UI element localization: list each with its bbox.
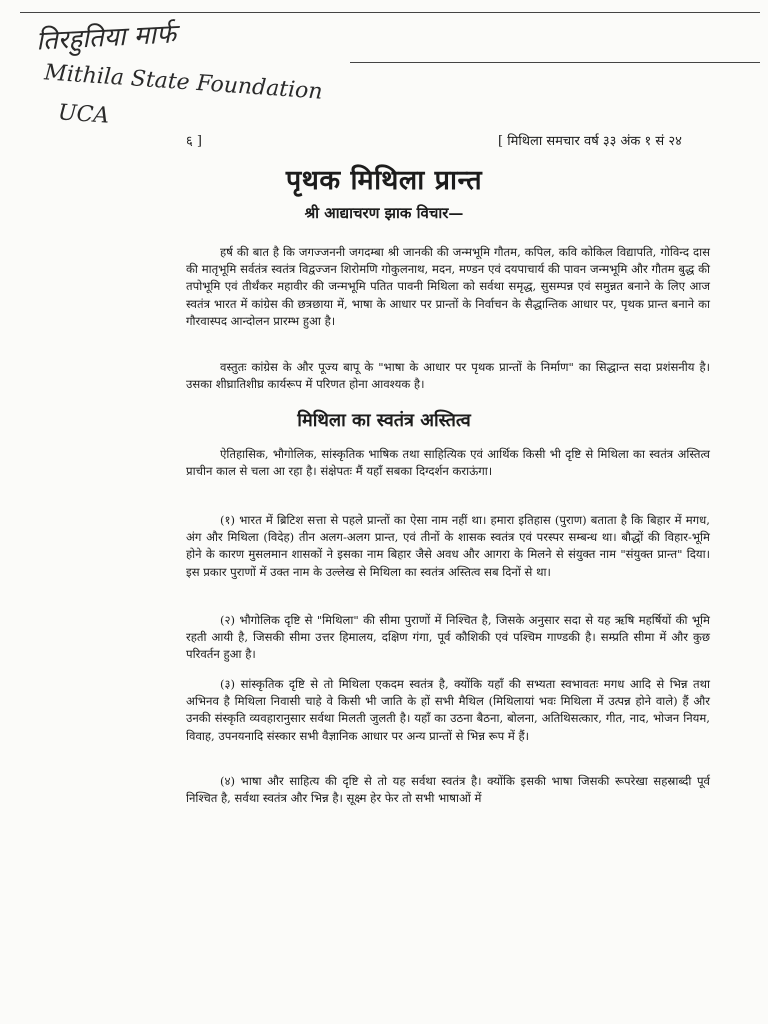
second-rule (350, 62, 760, 63)
handwritten-note-hindi: तिरहुतिया मार्फ (35, 19, 177, 57)
paragraph: हर्ष की बात है कि जगज्जननी जगदम्बा श्री जानकी की जन्मभूमि गौतम, कपिल, कवि कोकिल विद्यापति, गोविन्द दास की मातृभूमि सर्वतंत्र स्वतंत्र विद्वज्जन शिरोमणि गोकुलनाथ, मदन, मण्डन एवं दयपाचार्य की पावन जन्मभूमि और गौतम बुद्ध की तपोभूमि एवं तीर्थंकर महावीर की जन्मभूमि पतित पावनी मिथिला को सर्वथा समृद्ध, सुसम्पन्न एवं समुन्नत बनाने के लिए आज स्वतंत्र भारत में कांग्रेस की छत्रछाया में, भाषा के आधार पर प्रान्तों के निर्वाचन के सैद्धान्तिक आधार पर, पृथक प्रान्त बनाने का गौरवास्पद आन्दोलन प्रारम्भ हुआ है। (186, 245, 710, 328)
article-title: पृथक मिथिला प्रान्त (285, 165, 483, 196)
journal-header: [ मिथिला समचार वर्ष ३३ अंक १ सं २४ (498, 134, 682, 149)
handwritten-note-english: Mithila State Foundation (43, 60, 324, 105)
paragraph: ऐतिहासिक, भौगोलिक, सांस्कृतिक भाषिक तथा साहित्यिक एवं आर्थिक किसी भी दृष्टि से मिथिला का स्वतंत्र अस्तित्व प्राचीन काल से चला आ रहा है। संक्षेपतः मैं यहाँ सबका दिग्दर्शन कराऊंगा। (186, 447, 710, 479)
article-author: श्री आद्याचरण झाक विचार— (304, 204, 464, 222)
paragraph: (२) भौगोलिक दृष्टि से "मिथिला" की सीमा पुराणों में निश्चित है, जिसके अनुसार सदा से यह ऋषि महर्षियों की भूमि रहती आयी है, जिसकी सीमा उत्तर हिमालय, दक्षिण गंगा, पूर्व कौशिकी एवं पश्चिम गाण्डकी है। सम्प्रति सीमा में और कुछ परिवर्तन हुआ है। (186, 613, 710, 662)
paragraph: वस्तुतः कांग्रेस के और पूज्य बापू के "भाषा के आधार पर पृथक प्रान्तों के निर्माण" का सिद्धान्त सदा प्रशंसनीय है। उसका शीघ्रातिशीघ्र कार्यरूप में परिणत होना आवश्यक है। (186, 360, 710, 392)
page-number: ६ ] (186, 134, 202, 149)
paragraph: (३) सांस्कृतिक दृष्टि से तो मिथिला एकदम स्वतंत्र है, क्योंकि यहाँ की सभ्यता स्वभावतः मगध आदि से भिन्न तथा अभिनव है मिथिला निवासी चाहे वे किसी भी जाति के हों सभी मैथिल (मिथिलायां भवः मिथिला में उत्पन्न होने वाले) हैं और उनकी संस्कृति व्यवहारानुसार सर्वथा मिलती जुलती है। यहाँ का उठना बैठना, बोलना, अतिथिसत्कार, गीत, नाद, भोजन नियम, विवाह, उपनयनादि संस्कार सभी वैज्ञानिक आधार पर अन्य प्रान्तों से भिन्न रूप में हैं। (186, 677, 710, 743)
top-rule (20, 12, 760, 13)
section-heading: मिथिला का स्वतंत्र अस्तित्व (297, 410, 471, 431)
paragraph: (४) भाषा और साहित्य की दृष्टि से तो यह सर्वथा स्वतंत्र है। क्योंकि इसकी भाषा जिसकी रूपरेखा सहस्राब्दी पूर्व निश्चित है, सर्वथा स्वतंत्र और भिन्न है। सूक्ष्म हेर फेर तो सभी भाषाओं में (186, 774, 710, 806)
paragraph: (१) भारत में ब्रिटिश सत्ता से पहले प्रान्तों का ऐसा नाम नहीं था। हमारा इतिहास (पुराण) बताता है कि बिहार में मगध, अंग और मिथिला (विदेह) तीन अलग-अलग प्रान्त, एवं तीनों के शासक स्वतंत्र एवं परस्पर सम्बन्ध था। बौद्धों की विहार-भूमि होने के कारण मुसलमान शासकों ने इसका नाम बिहार जैसे अवध और आगरा के मिलने से संयुक्त नाम "संयुक्त प्रान्त" दिया। इस प्रकार पुराणों में उक्त नाम के उल्लेख से मिथिला का स्वतंत्र अस्तित्व सब दिनों से था। (186, 513, 710, 579)
handwritten-note-uca: UCA (57, 100, 111, 129)
